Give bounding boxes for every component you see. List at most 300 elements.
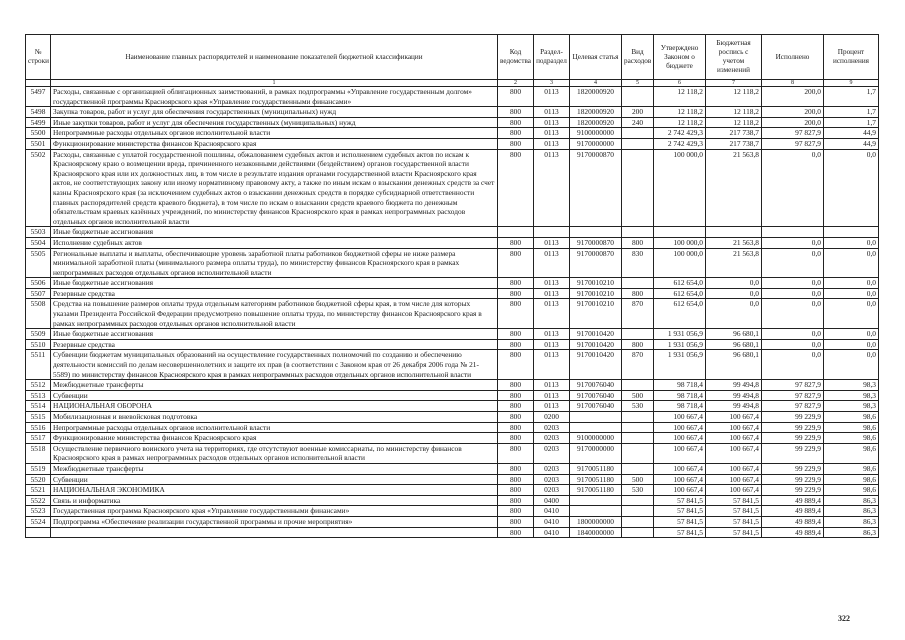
row-executed bbox=[762, 227, 824, 238]
row-subsection: 0113 bbox=[534, 380, 570, 391]
table-row bbox=[26, 433, 879, 444]
row-name: Расходы, связанные с организацией облигационных заимствований, в рамках подпрограммы «Управление государственным долгом» государственной программы Красноярского края «Управление государственными финансами» bbox=[51, 87, 498, 107]
header-ministry-code: Код ведомства bbox=[498, 35, 534, 80]
row-approved: 98 718,4 bbox=[654, 401, 706, 412]
row-name: Исполнение судебных актов bbox=[51, 237, 498, 248]
row-subsection: 0410 bbox=[534, 506, 570, 517]
column-number: 9 bbox=[824, 80, 879, 87]
row-approved: 57 841,5 bbox=[654, 516, 706, 527]
row-subsection: 0113 bbox=[534, 248, 570, 278]
row-percent: 1,7 bbox=[824, 107, 879, 118]
row-percent: 0,0 bbox=[824, 329, 879, 340]
row-target-item: 9170000870 bbox=[570, 237, 622, 248]
row-target-item: 9170051180 bbox=[570, 485, 622, 496]
row-subsection: 0113 bbox=[534, 339, 570, 350]
row-executed: 97 827,9 bbox=[762, 380, 824, 391]
row-line-number: 5504 bbox=[26, 237, 51, 248]
table-row bbox=[26, 527, 879, 538]
row-name: Межбюджетные трансферты bbox=[51, 463, 498, 474]
row-line-number: 5515 bbox=[26, 412, 51, 423]
table-row bbox=[26, 299, 879, 329]
row-percent: 98,6 bbox=[824, 463, 879, 474]
row-line-number: 5524 bbox=[26, 516, 51, 527]
row-line-number bbox=[26, 527, 51, 538]
row-target-item: 9170051180 bbox=[570, 474, 622, 485]
row-percent: 98,3 bbox=[824, 390, 879, 401]
row-approved: 98 718,4 bbox=[654, 380, 706, 391]
row-executed: 99 229,9 bbox=[762, 443, 824, 463]
row-line-number: 5520 bbox=[26, 474, 51, 485]
row-executed: 49 889,4 bbox=[762, 516, 824, 527]
row-ministry-code: 800 bbox=[498, 412, 534, 423]
row-ministry-code: 800 bbox=[498, 380, 534, 391]
row-percent: 98,6 bbox=[824, 422, 879, 433]
table-row bbox=[26, 422, 879, 433]
table-row bbox=[26, 350, 879, 380]
table-row bbox=[26, 485, 879, 496]
row-name: Иные бюджетные ассигнования bbox=[51, 278, 498, 289]
row-name: Связь и информатика bbox=[51, 495, 498, 506]
row-name: Осуществление первичного воинского учета на территориях, где отсутствуют военные комиссариаты, по министерству финансов Красноярского края в рамках непрограммных расходов отдельных органов исполнительной власти bbox=[51, 443, 498, 463]
row-expense-type bbox=[622, 422, 654, 433]
row-name: НАЦИОНАЛЬНАЯ ЭКОНОМИКА bbox=[51, 485, 498, 496]
row-expense-type bbox=[622, 527, 654, 538]
row-name: Субвенции бюджетам муниципальных образований на осуществление государственных полномочий по созданию и обеспечению деятельности комиссий по делам несовершеннолетних и защите их прав (в соответствии с Законом края от 26 декабря 2006 года № 21-5589) по министерству финансов Красноярского края в рамках непрограммных расходов отдельных органов исполнительной власти bbox=[51, 350, 498, 380]
row-expense-type bbox=[622, 278, 654, 289]
row-name: Мобилизационная и вневойсковая подготовка bbox=[51, 412, 498, 423]
table-row bbox=[26, 390, 879, 401]
row-target-item: 1820000920 bbox=[570, 107, 622, 118]
row-executed: 0,0 bbox=[762, 339, 824, 350]
row-percent: 98,3 bbox=[824, 401, 879, 412]
row-name: Непрограммные расходы отдельных органов исполнительной власти bbox=[51, 128, 498, 139]
budget-report-sheet bbox=[25, 34, 878, 538]
row-ministry-code: 800 bbox=[498, 128, 534, 139]
row-expense-type: 830 bbox=[622, 248, 654, 278]
row-percent: 98,6 bbox=[824, 443, 879, 463]
row-name: Средства на повышение размеров оплаты труда отдельным категориям работников бюджетной сферы края, в том числе для которых указами Президента Российской Федерации предусмотрено повышение оплаты труда, по министерству финансов Красноярского края в рамках непрограммных расходов отдельных органов исполнительной власти bbox=[51, 299, 498, 329]
row-budget-list: 99 494,8 bbox=[706, 401, 762, 412]
row-subsection: 0113 bbox=[534, 149, 570, 227]
row-budget-list: 21 563,8 bbox=[706, 149, 762, 227]
row-target-item: 1820000920 bbox=[570, 117, 622, 128]
row-approved: 2 742 429,3 bbox=[654, 138, 706, 149]
row-executed: 200,0 bbox=[762, 107, 824, 118]
row-expense-type: 530 bbox=[622, 485, 654, 496]
header-approved: Утверждено Законом о бюджете bbox=[654, 35, 706, 80]
row-line-number: 5522 bbox=[26, 495, 51, 506]
row-budget-list: 12 118,2 bbox=[706, 107, 762, 118]
row-ministry-code: 800 bbox=[498, 237, 534, 248]
row-approved: 100 667,4 bbox=[654, 412, 706, 423]
row-budget-list: 57 841,5 bbox=[706, 506, 762, 517]
table-row bbox=[26, 506, 879, 517]
row-ministry-code: 800 bbox=[498, 390, 534, 401]
row-subsection: 0113 bbox=[534, 87, 570, 107]
row-approved: 12 118,2 bbox=[654, 87, 706, 107]
row-percent: 86,3 bbox=[824, 506, 879, 517]
row-line-number: 5500 bbox=[26, 128, 51, 139]
row-executed: 49 889,4 bbox=[762, 506, 824, 517]
row-approved: 12 118,2 bbox=[654, 107, 706, 118]
row-executed: 200,0 bbox=[762, 117, 824, 128]
row-ministry-code: 800 bbox=[498, 117, 534, 128]
row-expense-type bbox=[622, 433, 654, 444]
column-number-row bbox=[26, 80, 879, 87]
row-executed: 97 827,9 bbox=[762, 138, 824, 149]
row-subsection: 0203 bbox=[534, 474, 570, 485]
row-percent: 86,3 bbox=[824, 495, 879, 506]
column-number: 5 bbox=[622, 80, 654, 87]
table-row bbox=[26, 380, 879, 391]
row-name: Функционирование министерства финансов Красноярского края bbox=[51, 138, 498, 149]
row-approved: 100 667,4 bbox=[654, 485, 706, 496]
row-percent: 98,6 bbox=[824, 433, 879, 444]
table-header-row bbox=[26, 35, 879, 80]
row-budget-list: 99 494,8 bbox=[706, 390, 762, 401]
row-target-item: 1820000920 bbox=[570, 87, 622, 107]
row-target-item: 9170010210 bbox=[570, 288, 622, 299]
row-ministry-code: 800 bbox=[498, 527, 534, 538]
row-budget-list: 0,0 bbox=[706, 278, 762, 289]
row-expense-type: 500 bbox=[622, 390, 654, 401]
row-percent: 1,7 bbox=[824, 87, 879, 107]
row-budget-list: 96 680,1 bbox=[706, 329, 762, 340]
row-percent: 98,6 bbox=[824, 474, 879, 485]
row-approved: 612 654,0 bbox=[654, 288, 706, 299]
row-line-number: 5507 bbox=[26, 288, 51, 299]
row-ministry-code: 800 bbox=[498, 474, 534, 485]
row-target-item: 9100000000 bbox=[570, 128, 622, 139]
row-percent: 44,9 bbox=[824, 128, 879, 139]
row-ministry-code: 800 bbox=[498, 350, 534, 380]
row-subsection: 0410 bbox=[534, 516, 570, 527]
row-name: Расходы, связанные с уплатой государственной пошлины, обжалованием судебных актов и исполнением судебных актов по искам к Красноярскому краю о возмещении вреда, причиненного незаконными действиями (бездействием) органов государственной власти Красноярского края или их должностных лиц, в том числе в результате издания органами государственной власти Красноярского края актов, не соответствующих закону или иному нормативному правовому акту, а также по иным искам о взыскании денежных средств за счет казны Красноярского края (за исключением судебных актов о взыскании денежных средств в порядке субсидиарной ответственности главных распорядителей средств краевого бюджета), в том числе по искам о взыскании средств краевого бюджета по денежным обязательствам краевых казённых учреждений, по министерству финансов Красноярского края в рамках непрограммных расходов отдельных органов исполнительной власти bbox=[51, 149, 498, 227]
row-target-item bbox=[570, 227, 622, 238]
row-subsection: 0203 bbox=[534, 433, 570, 444]
row-line-number: 5521 bbox=[26, 485, 51, 496]
row-expense-type bbox=[622, 516, 654, 527]
row-subsection: 0113 bbox=[534, 390, 570, 401]
row-target-item: 9170076040 bbox=[570, 380, 622, 391]
row-approved: 98 718,4 bbox=[654, 390, 706, 401]
row-expense-type: 240 bbox=[622, 117, 654, 128]
row-executed: 99 229,9 bbox=[762, 463, 824, 474]
table-row bbox=[26, 248, 879, 278]
row-target-item bbox=[570, 422, 622, 433]
row-target-item: 9170000000 bbox=[570, 138, 622, 149]
row-approved: 57 841,5 bbox=[654, 527, 706, 538]
row-executed: 49 889,4 bbox=[762, 527, 824, 538]
row-name: Иные закупки товаров, работ и услуг для обеспечения государственных (муниципальных) нужд bbox=[51, 117, 498, 128]
table-row bbox=[26, 474, 879, 485]
row-name: Закупка товаров, работ и услуг для обеспечения государственных (муниципальных) нужд bbox=[51, 107, 498, 118]
row-expense-type: 530 bbox=[622, 401, 654, 412]
row-target-item: 9170010420 bbox=[570, 329, 622, 340]
row-name: Государственная программа Красноярского края «Управление государственными финансами» bbox=[51, 506, 498, 517]
row-expense-type bbox=[622, 87, 654, 107]
table-row bbox=[26, 227, 879, 238]
row-executed: 0,0 bbox=[762, 350, 824, 380]
table-row bbox=[26, 87, 879, 107]
column-number: 6 bbox=[654, 80, 706, 87]
row-line-number: 5516 bbox=[26, 422, 51, 433]
row-executed: 99 229,9 bbox=[762, 433, 824, 444]
row-approved: 57 841,5 bbox=[654, 495, 706, 506]
row-line-number: 5503 bbox=[26, 227, 51, 238]
row-ministry-code: 800 bbox=[498, 87, 534, 107]
row-target-item bbox=[570, 495, 622, 506]
row-line-number: 5506 bbox=[26, 278, 51, 289]
row-expense-type bbox=[622, 506, 654, 517]
row-executed: 0,0 bbox=[762, 248, 824, 278]
row-approved: 1 931 056,9 bbox=[654, 350, 706, 380]
row-target-item: 1800000000 bbox=[570, 516, 622, 527]
row-subsection: 0113 bbox=[534, 128, 570, 139]
column-number: 4 bbox=[570, 80, 622, 87]
row-line-number: 5514 bbox=[26, 401, 51, 412]
row-line-number: 5510 bbox=[26, 339, 51, 350]
row-expense-type bbox=[622, 138, 654, 149]
header-subsection: Раздел- подраздел bbox=[534, 35, 570, 80]
row-ministry-code: 800 bbox=[498, 463, 534, 474]
table-row bbox=[26, 495, 879, 506]
row-approved: 100 667,4 bbox=[654, 463, 706, 474]
row-ministry-code: 800 bbox=[498, 329, 534, 340]
row-subsection bbox=[534, 227, 570, 238]
row-target-item: 9170010420 bbox=[570, 339, 622, 350]
header-target-item: Целевая статья bbox=[570, 35, 622, 80]
row-executed: 99 229,9 bbox=[762, 474, 824, 485]
row-name: Функционирование министерства финансов Красноярского края bbox=[51, 433, 498, 444]
row-budget-list: 96 680,1 bbox=[706, 350, 762, 380]
row-line-number: 5519 bbox=[26, 463, 51, 474]
row-approved: 100 000,0 bbox=[654, 248, 706, 278]
column-number: 8 bbox=[762, 80, 824, 87]
row-approved bbox=[654, 227, 706, 238]
row-line-number: 5508 bbox=[26, 299, 51, 329]
row-expense-type bbox=[622, 380, 654, 391]
row-percent bbox=[824, 227, 879, 238]
row-name: Резервные средства bbox=[51, 339, 498, 350]
row-percent: 98,6 bbox=[824, 485, 879, 496]
header-executed: Исполнено bbox=[762, 35, 824, 80]
row-percent: 0,0 bbox=[824, 248, 879, 278]
row-subsection: 0113 bbox=[534, 117, 570, 128]
row-ministry-code: 800 bbox=[498, 443, 534, 463]
row-budget-list: 100 667,4 bbox=[706, 463, 762, 474]
header-line-no: № строки bbox=[26, 35, 51, 80]
row-line-number: 5509 bbox=[26, 329, 51, 340]
row-percent: 86,3 bbox=[824, 527, 879, 538]
row-percent: 0,0 bbox=[824, 339, 879, 350]
row-name bbox=[51, 527, 498, 538]
row-target-item: 9170010210 bbox=[570, 299, 622, 329]
row-budget-list: 100 667,4 bbox=[706, 422, 762, 433]
row-expense-type bbox=[622, 149, 654, 227]
row-percent: 0,0 bbox=[824, 237, 879, 248]
table-row bbox=[26, 138, 879, 149]
row-budget-list: 100 667,4 bbox=[706, 443, 762, 463]
row-subsection: 0200 bbox=[534, 412, 570, 423]
row-expense-type: 800 bbox=[622, 237, 654, 248]
row-ministry-code: 800 bbox=[498, 278, 534, 289]
row-executed: 99 229,9 bbox=[762, 422, 824, 433]
row-budget-list: 57 841,5 bbox=[706, 527, 762, 538]
row-executed: 0,0 bbox=[762, 149, 824, 227]
row-approved: 100 667,4 bbox=[654, 433, 706, 444]
row-budget-list: 99 494,8 bbox=[706, 380, 762, 391]
row-budget-list: 100 667,4 bbox=[706, 433, 762, 444]
row-executed: 97 827,9 bbox=[762, 401, 824, 412]
row-ministry-code: 800 bbox=[498, 299, 534, 329]
row-approved: 612 654,0 bbox=[654, 299, 706, 329]
row-target-item: 9170010420 bbox=[570, 350, 622, 380]
row-subsection: 0203 bbox=[534, 422, 570, 433]
row-budget-list: 217 738,7 bbox=[706, 128, 762, 139]
row-ministry-code: 800 bbox=[498, 107, 534, 118]
row-name: Резервные средства bbox=[51, 288, 498, 299]
row-subsection: 0113 bbox=[534, 288, 570, 299]
row-approved: 100 000,0 bbox=[654, 237, 706, 248]
row-ministry-code: 800 bbox=[498, 485, 534, 496]
row-target-item: 9170076040 bbox=[570, 390, 622, 401]
row-name: Региональные выплаты и выплаты, обеспечивающие уровень заработной платы работников бюджетной сферы не ниже размера минимальной заработной платы (минимального размера оплаты труда), по министерству финансов Красноярского края в рамках непрограммных расходов отдельных органов исполнительной власти bbox=[51, 248, 498, 278]
row-expense-type bbox=[622, 227, 654, 238]
row-line-number: 5501 bbox=[26, 138, 51, 149]
row-target-item: 9170051180 bbox=[570, 463, 622, 474]
column-number: 1 bbox=[51, 80, 498, 87]
row-expense-type bbox=[622, 329, 654, 340]
row-approved: 100 667,4 bbox=[654, 474, 706, 485]
row-budget-list: 100 667,4 bbox=[706, 474, 762, 485]
row-target-item: 9170010210 bbox=[570, 278, 622, 289]
header-percent: Процент исполнения bbox=[824, 35, 879, 80]
column-number bbox=[26, 80, 51, 87]
row-subsection: 0113 bbox=[534, 350, 570, 380]
row-subsection: 0410 bbox=[534, 527, 570, 538]
row-subsection: 0113 bbox=[534, 237, 570, 248]
row-target-item: 9170000870 bbox=[570, 248, 622, 278]
row-subsection: 0203 bbox=[534, 485, 570, 496]
row-approved: 12 118,2 bbox=[654, 117, 706, 128]
row-name: Непрограммные расходы отдельных органов исполнительной власти bbox=[51, 422, 498, 433]
row-percent: 0,0 bbox=[824, 350, 879, 380]
row-name: Субвенции bbox=[51, 474, 498, 485]
table-row bbox=[26, 329, 879, 340]
row-ministry-code: 800 bbox=[498, 149, 534, 227]
row-percent: 44,9 bbox=[824, 138, 879, 149]
row-line-number: 5499 bbox=[26, 117, 51, 128]
row-percent: 98,3 bbox=[824, 380, 879, 391]
row-budget-list: 21 563,8 bbox=[706, 237, 762, 248]
table-row bbox=[26, 401, 879, 412]
row-executed: 97 827,9 bbox=[762, 128, 824, 139]
row-ministry-code: 800 bbox=[498, 433, 534, 444]
row-line-number: 5518 bbox=[26, 443, 51, 463]
row-percent: 0,0 bbox=[824, 299, 879, 329]
row-ministry-code: 800 bbox=[498, 516, 534, 527]
row-ministry-code: 800 bbox=[498, 248, 534, 278]
row-approved: 100 667,4 bbox=[654, 443, 706, 463]
row-budget-list: 12 118,2 bbox=[706, 87, 762, 107]
table-row bbox=[26, 463, 879, 474]
row-ministry-code: 800 bbox=[498, 506, 534, 517]
row-expense-type: 800 bbox=[622, 288, 654, 299]
row-line-number: 5512 bbox=[26, 380, 51, 391]
header-name: Наименование главных распорядителей и наименование показателей бюджетной классификации bbox=[51, 35, 498, 80]
table-row bbox=[26, 443, 879, 463]
row-ministry-code: 800 bbox=[498, 288, 534, 299]
row-line-number: 5497 bbox=[26, 87, 51, 107]
row-executed: 97 827,9 bbox=[762, 390, 824, 401]
page-number: 322 bbox=[838, 614, 850, 623]
row-target-item: 9170000000 bbox=[570, 443, 622, 463]
row-line-number: 5502 bbox=[26, 149, 51, 227]
table-row bbox=[26, 516, 879, 527]
row-executed: 49 889,4 bbox=[762, 495, 824, 506]
row-ministry-code: 800 bbox=[498, 339, 534, 350]
table-row bbox=[26, 237, 879, 248]
row-budget-list: 0,0 bbox=[706, 288, 762, 299]
row-budget-list: 12 118,2 bbox=[706, 117, 762, 128]
row-name: Подпрограмма «Обеспечение реализации государственной программы и прочие мероприятия» bbox=[51, 516, 498, 527]
row-executed: 200,0 bbox=[762, 87, 824, 107]
table-row bbox=[26, 128, 879, 139]
row-expense-type: 800 bbox=[622, 339, 654, 350]
row-expense-type: 200 bbox=[622, 107, 654, 118]
row-budget-list: 57 841,5 bbox=[706, 516, 762, 527]
row-target-item: 1840000000 bbox=[570, 527, 622, 538]
column-number: 3 bbox=[534, 80, 570, 87]
row-line-number: 5523 bbox=[26, 506, 51, 517]
header-expense-type: Вид расходов bbox=[622, 35, 654, 80]
header-budget-list: Бюджетная роспись с учетом изменений bbox=[706, 35, 762, 80]
row-subsection: 0113 bbox=[534, 401, 570, 412]
row-ministry-code: 800 bbox=[498, 422, 534, 433]
row-subsection: 0400 bbox=[534, 495, 570, 506]
row-expense-type bbox=[622, 495, 654, 506]
table-row bbox=[26, 288, 879, 299]
row-percent: 0,0 bbox=[824, 149, 879, 227]
row-subsection: 0113 bbox=[534, 278, 570, 289]
row-budget-list: 96 680,1 bbox=[706, 339, 762, 350]
row-ministry-code: 800 bbox=[498, 401, 534, 412]
row-approved: 57 841,5 bbox=[654, 506, 706, 517]
row-target-item: 9170076040 bbox=[570, 401, 622, 412]
row-percent: 0,0 bbox=[824, 278, 879, 289]
row-approved: 1 931 056,9 bbox=[654, 329, 706, 340]
row-approved: 100 000,0 bbox=[654, 149, 706, 227]
row-subsection: 0113 bbox=[534, 299, 570, 329]
row-executed: 99 229,9 bbox=[762, 485, 824, 496]
row-expense-type bbox=[622, 128, 654, 139]
row-expense-type bbox=[622, 463, 654, 474]
row-line-number: 5513 bbox=[26, 390, 51, 401]
row-expense-type bbox=[622, 443, 654, 463]
row-budget-list: 57 841,5 bbox=[706, 495, 762, 506]
row-budget-list: 0,0 bbox=[706, 299, 762, 329]
row-ministry-code: 800 bbox=[498, 138, 534, 149]
row-name: Иные бюджетные ассигнования bbox=[51, 227, 498, 238]
row-percent: 0,0 bbox=[824, 288, 879, 299]
row-approved: 100 667,4 bbox=[654, 422, 706, 433]
table-body bbox=[26, 87, 879, 538]
row-percent: 86,3 bbox=[824, 516, 879, 527]
row-ministry-code bbox=[498, 227, 534, 238]
table-row bbox=[26, 149, 879, 227]
row-name: Субвенции bbox=[51, 390, 498, 401]
